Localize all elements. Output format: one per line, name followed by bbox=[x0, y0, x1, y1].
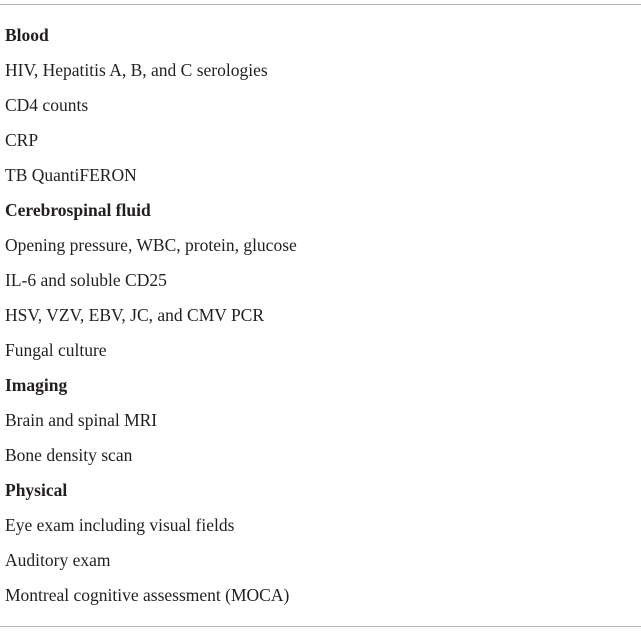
table-row: TB QuantiFERON bbox=[5, 165, 137, 185]
table-row: HIV, Hepatitis A, B, and C serologies bbox=[5, 60, 268, 80]
table-row: Fungal culture bbox=[5, 340, 107, 360]
table-row: HSV, VZV, EBV, JC, and CMV PCR bbox=[5, 305, 265, 325]
section-header-cerebrospinal-fluid: Cerebrospinal fluid bbox=[5, 200, 151, 220]
section-header-imaging: Imaging bbox=[5, 375, 68, 395]
table-row: Brain and spinal MRI bbox=[5, 410, 158, 430]
table-row: Montreal cognitive assessment (MOCA) bbox=[5, 585, 290, 605]
table-top-rule bbox=[0, 4, 641, 5]
table-row: Eye exam including visual fields bbox=[5, 515, 235, 535]
section-header-physical: Physical bbox=[5, 480, 68, 500]
table-row: Bone density scan bbox=[5, 445, 133, 465]
table-row: Opening pressure, WBC, protein, glucose bbox=[5, 235, 297, 255]
table-row: Auditory exam bbox=[5, 550, 111, 570]
assessment-table bbox=[5, 18, 635, 613]
section-header-blood: Blood bbox=[5, 25, 49, 45]
table-row: CD4 counts bbox=[5, 95, 89, 115]
table-row: CRP bbox=[5, 130, 39, 150]
table-row: IL-6 and soluble CD25 bbox=[5, 270, 167, 290]
table-bottom-rule bbox=[0, 626, 641, 627]
